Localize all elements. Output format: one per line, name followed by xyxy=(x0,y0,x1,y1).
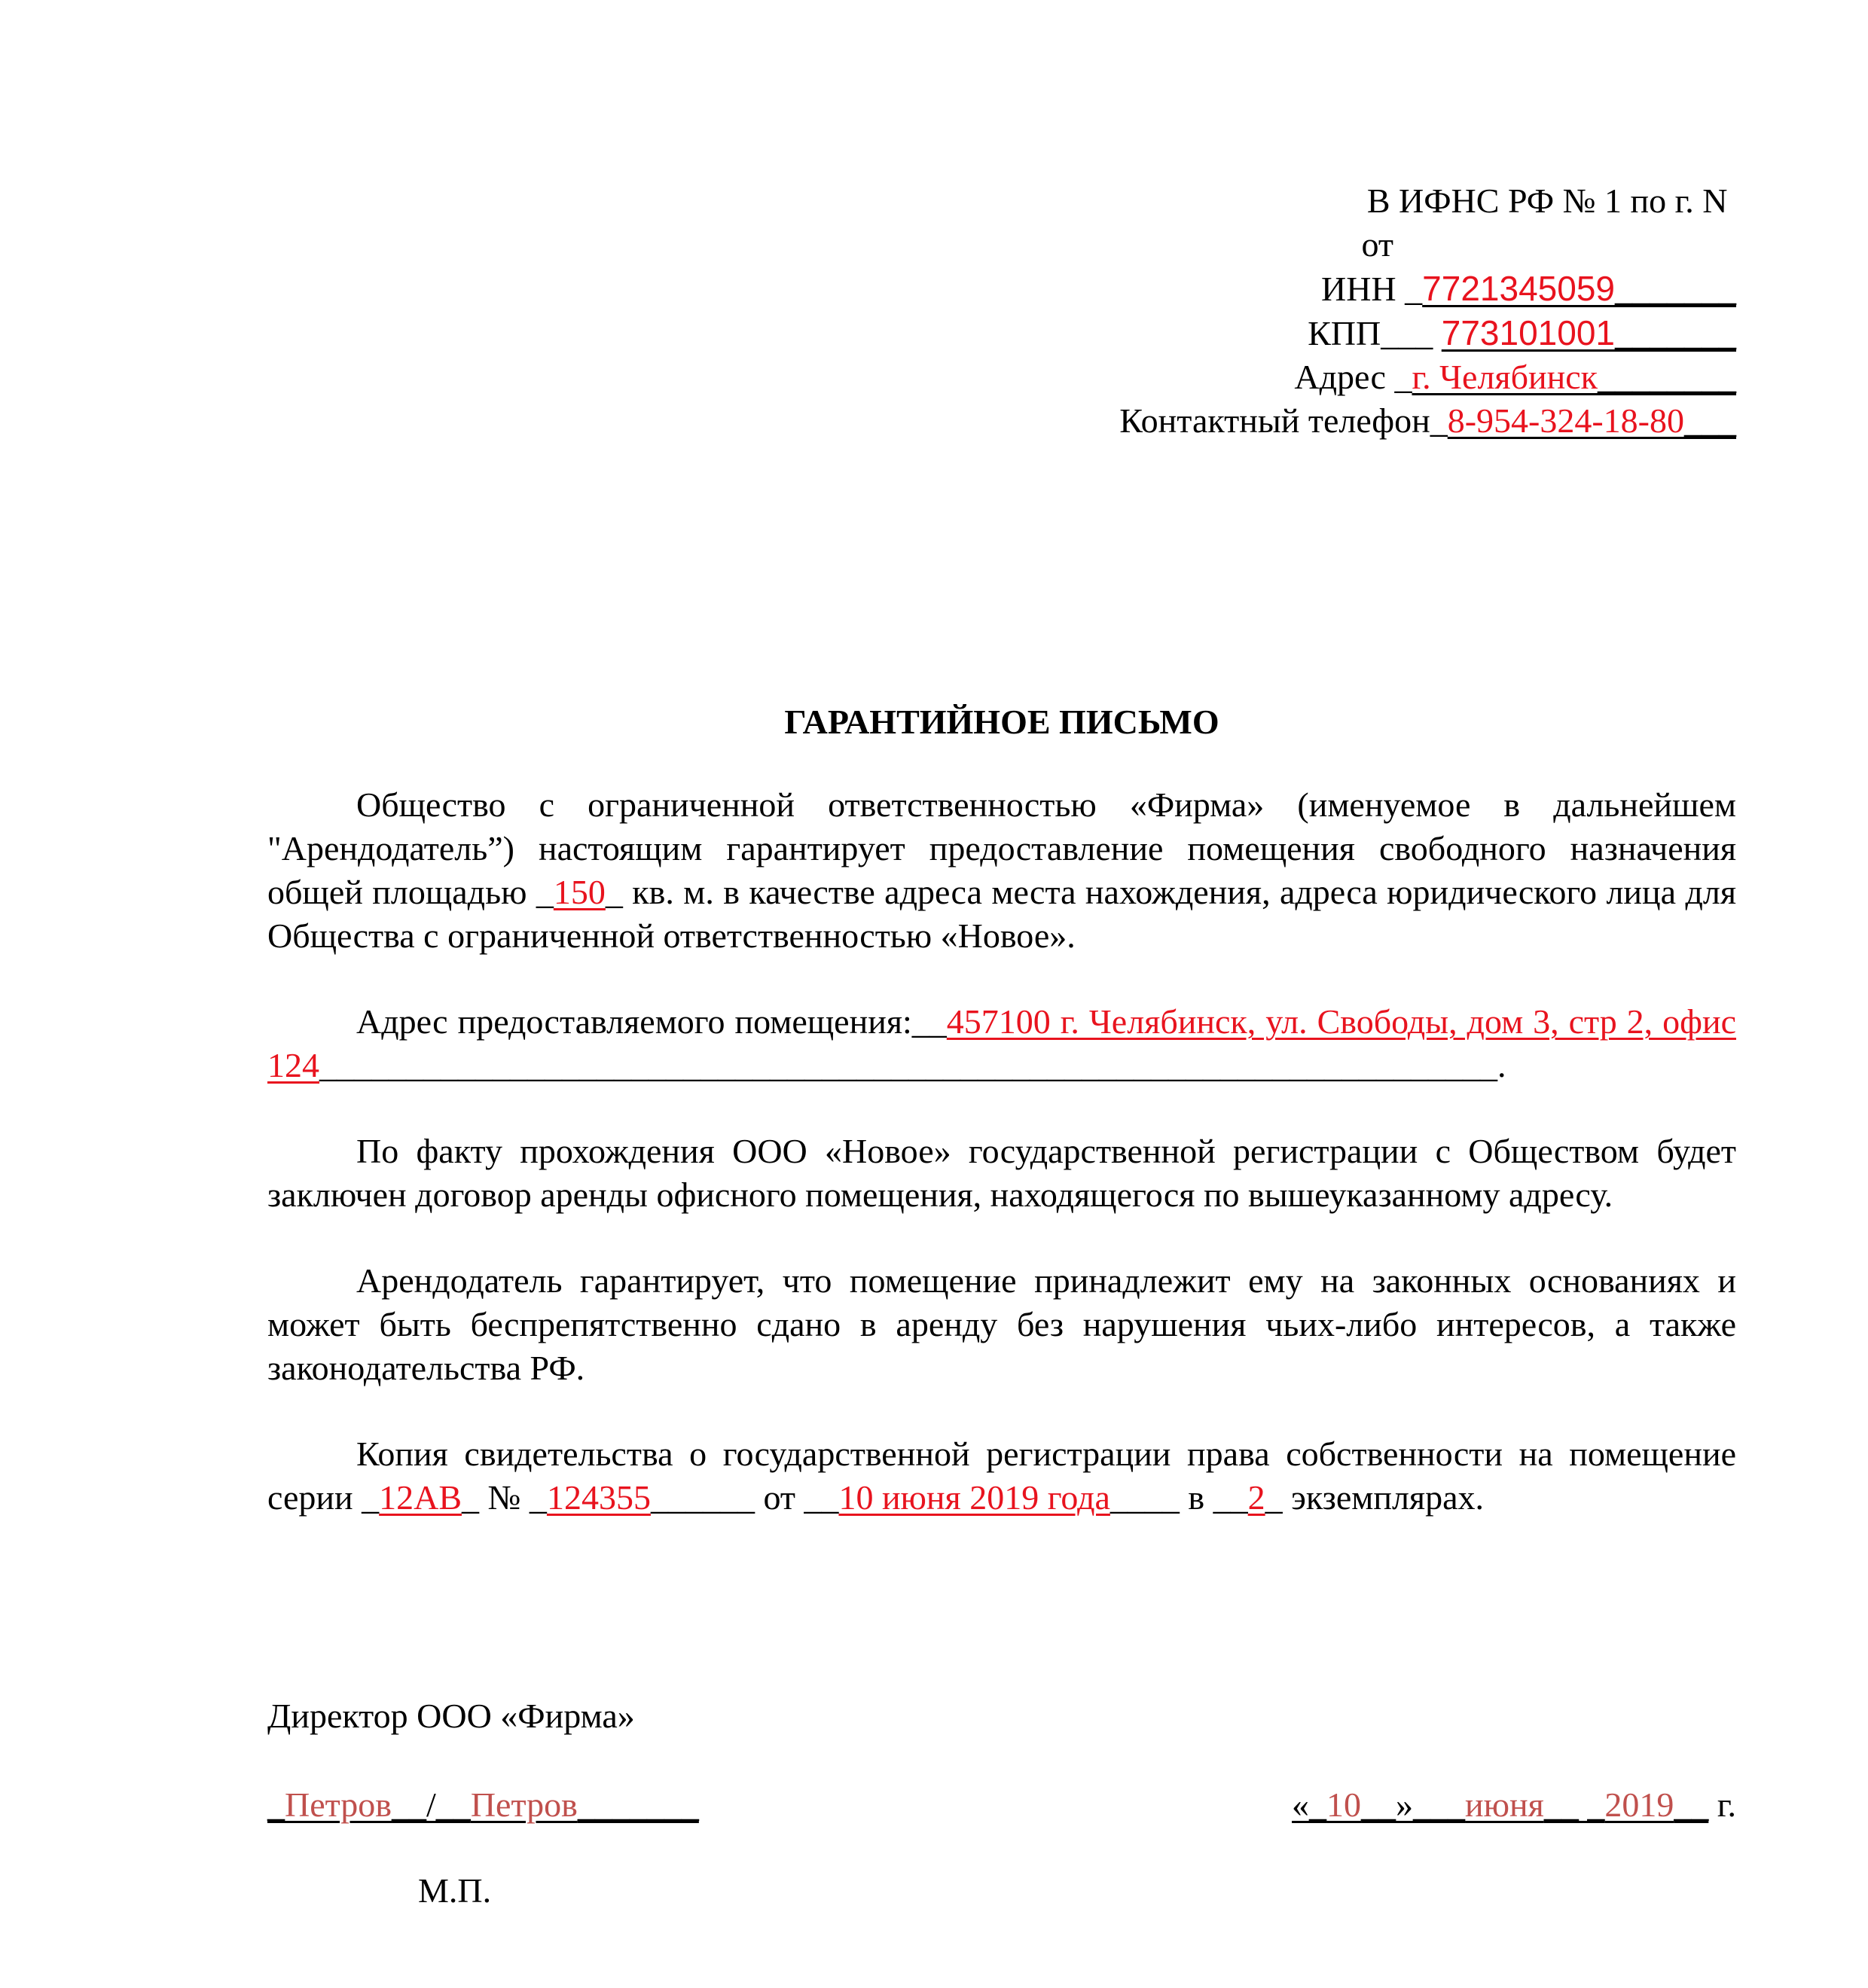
signature-date: «_10__»___июня__ _2019__ г. xyxy=(1292,1785,1736,1824)
phone-label: Контактный телефон_ xyxy=(1119,401,1448,440)
date-day: 10 xyxy=(1326,1785,1362,1824)
inn-label: ИНН _ xyxy=(1320,270,1423,308)
date-month: июня xyxy=(1465,1785,1544,1824)
signature-name: Петров xyxy=(285,1785,392,1824)
stamp-place: М.П. xyxy=(418,1871,492,1910)
phone-value: 8-954-324-18-80 xyxy=(1447,401,1684,440)
paragraph-ownership: Арендодатель гарантирует, что помещение принадлежит ему на законных основаниях и может быть беспрепятственно сдано в аренду без нарушения чьих-либо интересов, а также законодательства РФ. xyxy=(267,1261,1736,1387)
address-value: г. Челябинск xyxy=(1412,358,1598,396)
paragraph-premises-address: Адрес предоставляемого помещения:__457100 г. Челябинск, ул. Свободы, дом 3, стр 2, офис 124____________________________________________________________________. xyxy=(267,1002,1736,1084)
certificate-number: 124355 xyxy=(546,1478,651,1517)
date-year: 2019 xyxy=(1604,1785,1674,1824)
certificate-series: 12АВ xyxy=(379,1478,462,1517)
paragraph-guarantee: Общество с ограниченной ответственностью «Фирма» (именуемое в дальнейшем "Арендодатель”) настоящим гарантирует предоставление помещения свободного назначения общей площадью _150_ кв. м. в качестве адреса места нахождения, адреса юридического лица для Общества с ограниченной ответственностью «Новое». xyxy=(267,785,1736,955)
letter-body xyxy=(267,783,1736,1562)
kpp-value: 773101001 xyxy=(1441,313,1615,352)
document-title: ГАРАНТИЙНОЕ ПИСЬМО xyxy=(784,703,1219,741)
from-line: от xyxy=(1361,225,1393,264)
area-value: 150 xyxy=(553,873,606,911)
paragraph-certificate: Копия свидетельства о государственной регистрации права собственности на помещение серии _12АВ_ № _124355______ от __10 июня 2019 года____ в __2_ экземплярах. xyxy=(267,1435,1736,1517)
inn-value: 7721345059 xyxy=(1422,269,1615,308)
kpp-label: КПП___ xyxy=(1308,314,1442,352)
signatory-position: Директор ООО «Фирма» xyxy=(267,1697,635,1735)
paragraph-lease: По факту прохождения ООО «Новое» государственной регистрации с Обществом будет заключен договор аренды офисного помещения, находящегося по вышеуказанному адресу. xyxy=(267,1132,1736,1214)
premises-address: 457100 г. Челябинск, ул. Свободы, дом 3, стр 2, офис 124 xyxy=(267,1002,1736,1084)
signature-decipher: Петров xyxy=(470,1785,578,1824)
phone-line: Контактный телефон_8-954-324-18-80___ xyxy=(1119,401,1736,440)
addressee-block xyxy=(1119,179,1736,443)
signature-line: _Петров__/__Петров_______ xyxy=(267,1785,699,1824)
kpp-line: КПП___ 773101001_______ xyxy=(1308,313,1736,352)
certificate-date: 10 июня 2019 года xyxy=(838,1478,1110,1517)
address-line: Адрес _г. Челябинск________ xyxy=(1294,358,1736,396)
address-label: Адрес _ xyxy=(1294,358,1412,396)
addressee-line: В ИФНС РФ № 1 по г. N xyxy=(1366,181,1728,220)
inn-line: ИНН _7721345059_______ xyxy=(1320,269,1736,308)
copies-count: 2 xyxy=(1247,1478,1265,1517)
